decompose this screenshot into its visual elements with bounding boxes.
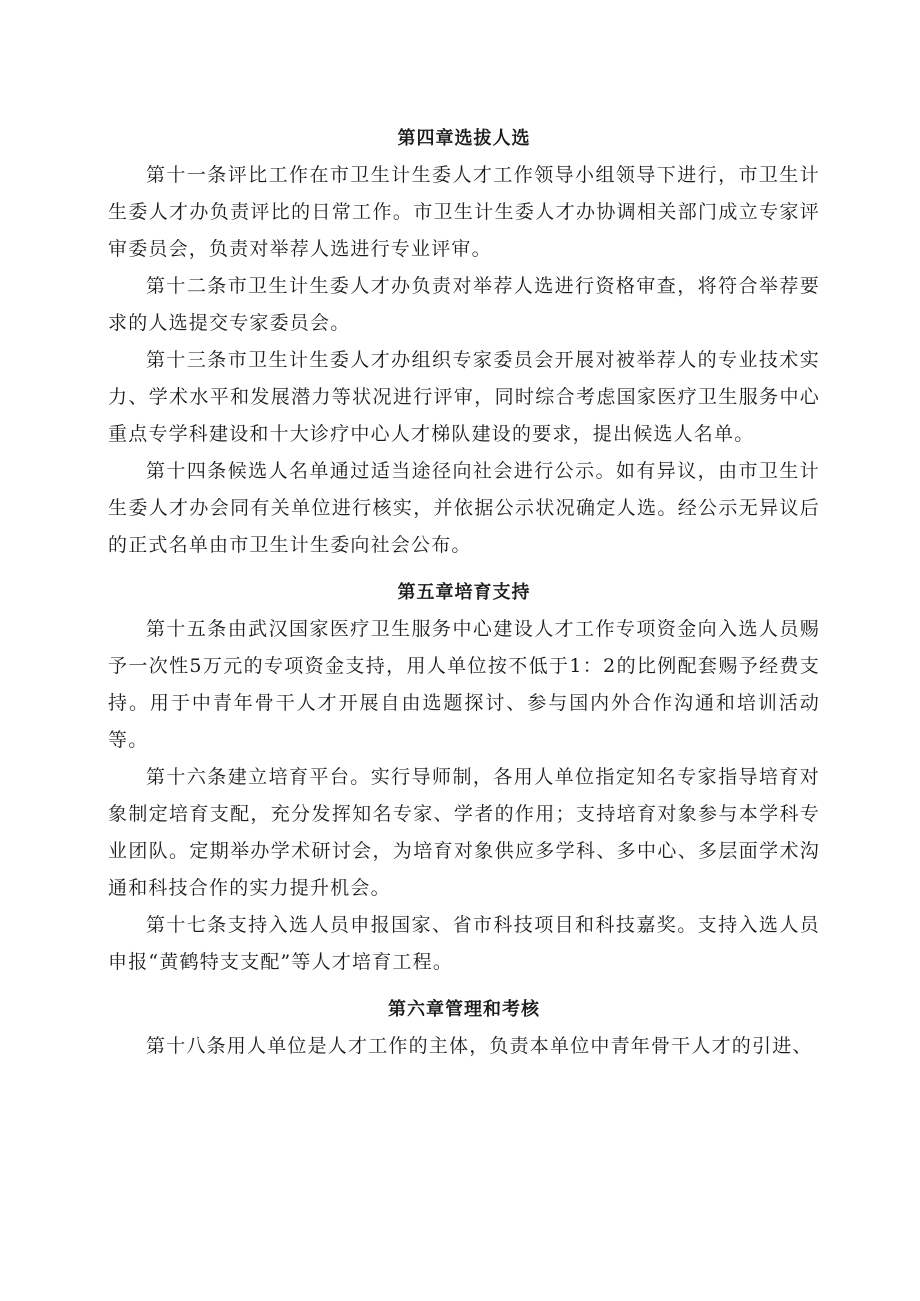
chapter-6-title: 第六章管理和考核 xyxy=(388,999,540,1020)
article-17: 第十七条支持入选人员申报国家、省市科技项目和科技嘉奖。支持入选人员申报“黄鹤特支支配”等人才培育工程。 xyxy=(108,914,820,973)
document-page xyxy=(108,120,820,1065)
chapter-4-title: 第四章选拔人选 xyxy=(397,128,531,149)
article-16: 第十六条建立培育平台。实行导师制，各用人单位指定知名专家指导培育对象制定培育支配，充分发挥知名专家、学者的作用；支持培育对象参与本学科专业团队。定期举办学术研讨会，为培育对象供应多学科、多中心、多层面学术沟通和科技合作的实力提升机会。 xyxy=(108,766,820,899)
article-13: 第十三条市卫生计生委人才办组织专家委员会开展对被举荐人的专业技术实力、学术水平和发展潜力等状况进行评审，同时综合考虑国家医疗卫生服务中心重点专学科建设和十大诊疗中心人才梯队建设的要求，提出候选人名单。 xyxy=(108,349,820,445)
article-12: 第十二条市卫生计生委人才办负责对举荐人选进行资格审查，将符合举荐要求的人选提交专家委员会。 xyxy=(108,275,820,334)
article-14: 第十四条候选人名单通过适当途径向社会进行公示。如有异议，由市卫生计生委人才办会同有关单位进行核实，并依据公示状况确定人选。经公示无异议后的正式名单由市卫生计生委向社会公布。 xyxy=(108,460,820,556)
article-15: 第十五条由武汉国家医疗卫生服务中心建设人才工作专项资金向入选人员赐予一次性5万元的专项资金支持，用人单位按不低于1：2的比例配套赐予经费支持。用于中青年骨干人才开展自由选题探讨、参与国内外合作沟通和培训活动等。 xyxy=(108,618,820,751)
article-18: 第十八条用人单位是人才工作的主体，负责本单位中青年骨干人才的引进、 xyxy=(146,1035,813,1057)
chapter-5-title: 第五章培育支持 xyxy=(397,582,531,603)
article-11: 第十一条评比工作在市卫生计生委人才工作领导小组领导下进行，市卫生计生委人才办负责评比的日常工作。市卫生计生委人才办协调相关部门成立专家评审委员会，负责对举荐人选进行专业评审。 xyxy=(108,164,820,260)
